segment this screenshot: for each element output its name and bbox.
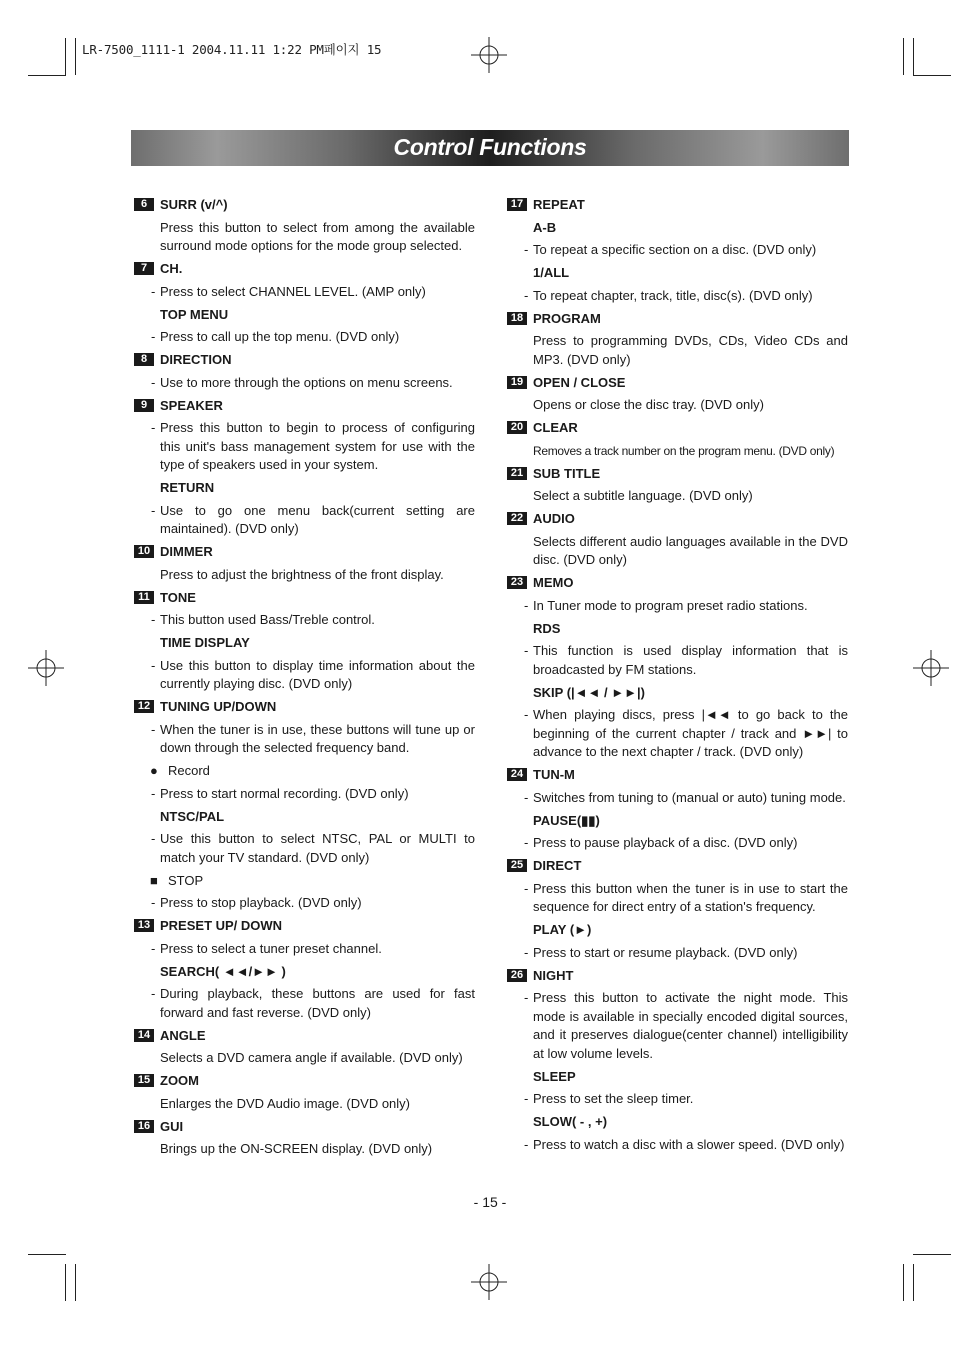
description-text: - Press to watch a disc with a slower speed. (DVD only) [507, 1136, 848, 1155]
page-title: Control Functions [393, 134, 587, 160]
sub-function-name: SLEEP [533, 1068, 576, 1084]
crop-mark [28, 1254, 66, 1255]
sub-function-name: TOP MENU [160, 306, 229, 322]
control-name: CH. [160, 261, 183, 276]
sub-function-name: 1/ALL [533, 265, 570, 280]
sub-function-name: SEARCH( ◄◄/►► ) [160, 963, 286, 979]
number-badge: 15 [134, 1074, 154, 1087]
control-header [134, 260, 475, 278]
symbol-function [134, 762, 475, 780]
crop-mark [913, 75, 951, 76]
description-text: Select a subtitle language. (DVD only) [533, 488, 753, 503]
description-text: Selects different audio languages available in the DVD disc. (DVD only) [533, 533, 848, 567]
description-block [507, 989, 848, 1063]
control-entry [134, 1072, 475, 1113]
control-name: TUN-M [533, 767, 575, 782]
description-block [134, 611, 475, 630]
crop-mark [913, 1254, 951, 1255]
description-text: Press to adjust the brightness of the front display. [160, 566, 444, 582]
control-entry [507, 967, 848, 1155]
registration-mark-icon [471, 1264, 507, 1300]
control-header [134, 543, 475, 561]
control-entry [507, 419, 848, 460]
sub-function-name: PAUSE(▮▮) [533, 812, 600, 828]
control-header [134, 1072, 475, 1090]
description-text: - During playback, these buttons are used for fast forward and fast reverse. (DVD only) [134, 985, 475, 1022]
control-header [507, 574, 848, 592]
control-entry [507, 766, 848, 853]
description-text: - Use to go one menu back(current setting are maintained). (DVD only) [134, 502, 475, 539]
number-badge: 23 [507, 576, 527, 589]
description-text: - When playing discs, press |◄◄ to go back to the beginning of the current chapter / track and ►►| to advance to the next chapter / track. (DVD only) [507, 706, 848, 762]
right-column [507, 196, 848, 1154]
control-name: NIGHT [533, 967, 574, 983]
description-block [507, 597, 848, 616]
control-name: DIMMER [160, 544, 213, 559]
description-text: - Press to select a tuner preset channel. [134, 940, 475, 959]
description-block [134, 283, 475, 302]
symbol-function-name: STOP [168, 872, 204, 888]
control-entry [507, 574, 848, 762]
description-block [134, 479, 475, 539]
description-text: - Press to start normal recording. (DVD only) [134, 785, 475, 804]
control-name: SURR (v/^) [160, 197, 228, 212]
registration-mark-icon [913, 650, 949, 686]
description-block [134, 721, 475, 758]
control-header [134, 397, 475, 415]
sub-function-name: RETURN [160, 480, 215, 495]
crop-mark [913, 1264, 914, 1301]
sub-function-name: RDS [533, 620, 561, 636]
number-badge: 16 [134, 1120, 154, 1133]
description-block [507, 789, 848, 808]
number-badge: 13 [134, 919, 154, 932]
control-name: SUB TITLE [533, 465, 601, 481]
stop-icon: ■ [150, 872, 158, 888]
control-entry [134, 1027, 475, 1068]
description-block [134, 940, 475, 959]
description-block [134, 219, 475, 256]
description-text: - Press to start or resume playback. (DVD only) [507, 944, 848, 963]
control-header [507, 419, 848, 437]
left-column [134, 196, 475, 1159]
description-block [134, 1095, 475, 1114]
description-block [134, 872, 475, 913]
control-name: GUI [160, 1118, 184, 1134]
number-badge: 19 [507, 376, 527, 389]
description-block [507, 533, 848, 570]
description-block [507, 921, 848, 962]
control-name: TONE [160, 589, 196, 605]
control-header [134, 196, 475, 214]
control-entry [134, 917, 475, 1022]
description-block [134, 634, 475, 694]
number-badge: 10 [134, 545, 154, 558]
description-block [507, 264, 848, 305]
sub-function-name: SKIP (|◄◄ / ►►|) [533, 684, 645, 700]
description-block [134, 762, 475, 803]
control-entry [134, 589, 475, 694]
control-entry [507, 465, 848, 506]
description-text: - This function is used display information that is broadcasted by FM stations. [507, 642, 848, 679]
control-name: ANGLE [160, 1027, 206, 1043]
control-entry [134, 260, 475, 347]
control-name: REPEAT [533, 197, 585, 212]
description-text: Press this button to select from among the available surround mode options for the mode group selected. [160, 219, 475, 253]
description-block [134, 566, 475, 585]
description-text: - Use to more through the options on menu screens. [134, 374, 475, 393]
number-badge: 14 [134, 1029, 154, 1042]
description-text: - Press this button when the tuner is in use to start the sequence for direct entry of a station's frequency. [507, 880, 848, 917]
description-text: - Use this button to select NTSC, PAL or MULTI to match your TV standard. (DVD only) [134, 830, 475, 867]
file-header: LR-7500_1111-1 2004.11.11 1:22 PM페이지 15 [82, 42, 382, 57]
record-icon: ● [150, 763, 158, 778]
description-text: - Press to stop playback. (DVD only) [134, 894, 475, 913]
crop-mark [903, 1264, 904, 1301]
description-block [134, 374, 475, 393]
control-name: DIRECTION [160, 352, 232, 367]
number-badge: 11 [134, 591, 154, 604]
control-header [507, 465, 848, 483]
description-text: Selects a DVD camera angle if available. (DVD only) [160, 1050, 463, 1065]
control-entry [134, 698, 475, 913]
registration-mark-icon [28, 650, 64, 686]
description-text: - Press to call up the top menu. (DVD only) [134, 328, 475, 347]
control-header [134, 1118, 475, 1136]
control-entry [507, 857, 848, 962]
sub-function-name: SLOW( - , +) [533, 1114, 608, 1129]
control-header [507, 510, 848, 528]
number-badge: 25 [507, 859, 527, 872]
control-name: TUNING UP/DOWN [160, 699, 277, 714]
number-badge: 20 [507, 421, 527, 434]
control-entry [134, 351, 475, 392]
control-name: AUDIO [533, 511, 575, 526]
control-entry [134, 1118, 475, 1159]
control-header [134, 1027, 475, 1045]
description-text: Press to programming DVDs, CDs, Video CDs and MP3. (DVD only) [533, 333, 848, 367]
number-badge: 22 [507, 512, 527, 525]
control-name: SPEAKER [160, 397, 223, 413]
sub-function-name: PLAY (►) [533, 922, 592, 937]
control-header [134, 351, 475, 369]
title-bar [131, 130, 849, 166]
description-text: - In Tuner mode to program preset radio stations. [507, 597, 848, 616]
crop-mark [903, 38, 904, 75]
description-text: - Press this button to begin to process of configuring this unit's bass management system for use with the type of speakers used in your system. [134, 419, 475, 475]
page-number: - 15 - [473, 1194, 507, 1210]
description-text: - Switches from tuning to (manual or auto) tuning mode. [507, 789, 848, 808]
description-block [507, 1113, 848, 1154]
control-entry [507, 374, 848, 415]
number-badge: 8 [134, 353, 154, 366]
description-block [507, 684, 848, 762]
description-text: Enlarges the DVD Audio image. (DVD only) [160, 1095, 411, 1111]
crop-mark [65, 1264, 66, 1301]
description-text: Removes a track number on the program menu. (DVD only) [533, 443, 835, 458]
description-text: - To repeat chapter, track, title, disc(s). (DVD only) [507, 287, 848, 306]
crop-mark [75, 38, 76, 75]
description-block [134, 808, 475, 868]
control-header [134, 698, 475, 716]
description-text: - When the tuner is in use, these buttons will tune up or down through the selected frequency band. [134, 721, 475, 758]
description-block [507, 880, 848, 917]
description-text: - Press to set the sleep timer. [507, 1090, 848, 1109]
control-header [507, 857, 848, 875]
description-text: Opens or close the disc tray. (DVD only) [533, 397, 764, 412]
control-entry [134, 397, 475, 539]
number-badge: 18 [507, 312, 527, 325]
description-block [134, 1140, 475, 1159]
control-entry [134, 543, 475, 584]
description-text: - Press to select CHANNEL LEVEL. (AMP only) [134, 283, 475, 302]
description-text: - To repeat a specific section on a disc. (DVD only) [507, 241, 848, 260]
control-name: PROGRAM [533, 310, 601, 326]
description-block [507, 332, 848, 369]
control-entry [507, 310, 848, 370]
description-block [507, 620, 848, 680]
number-badge: 17 [507, 198, 527, 211]
description-block [507, 487, 848, 506]
sub-function-name: A-B [533, 219, 557, 235]
description-text: - Press to pause playback of a disc. (DVD only) [507, 834, 848, 853]
control-header [134, 917, 475, 935]
crop-mark [65, 38, 66, 75]
sub-function-name: TIME DISPLAY [160, 635, 250, 650]
control-header [507, 374, 848, 392]
number-badge: 21 [507, 467, 527, 480]
control-name: PRESET UP/ DOWN [160, 918, 283, 933]
number-badge: 12 [134, 700, 154, 713]
control-entry [507, 196, 848, 305]
control-entry [134, 196, 475, 256]
crop-mark [28, 75, 66, 76]
description-block [507, 812, 848, 853]
description-text: - Press this button to activate the night mode. This mode is available in specially encoded digital sources, and it preserves dialogue(center channel) intelligibility at low volume levels. [507, 989, 848, 1063]
description-block [134, 306, 475, 347]
number-badge: 9 [134, 399, 154, 412]
symbol-function-name: Record [168, 763, 210, 778]
control-header [507, 196, 848, 214]
description-block [134, 963, 475, 1023]
description-block [507, 396, 848, 415]
number-badge: 26 [507, 969, 527, 982]
sub-function-name: NTSC/PAL [160, 808, 225, 824]
control-header [134, 589, 475, 607]
control-entry [507, 510, 848, 570]
control-name: CLEAR [533, 420, 578, 435]
symbol-function [134, 872, 475, 890]
control-name: ZOOM [160, 1073, 199, 1088]
description-text: Brings up the ON-SCREEN display. (DVD only) [160, 1141, 433, 1156]
crop-mark [75, 1264, 76, 1301]
control-header [507, 310, 848, 328]
control-header [507, 766, 848, 784]
number-badge: 7 [134, 262, 154, 275]
description-block [134, 1049, 475, 1068]
description-block [507, 442, 848, 461]
crop-mark [913, 38, 914, 75]
description-block [507, 219, 848, 260]
registration-mark-icon [471, 37, 507, 73]
number-badge: 24 [507, 768, 527, 781]
description-text: - Use this button to display time information about the currently playing disc. (DVD only) [134, 657, 475, 694]
control-header [507, 967, 848, 985]
number-badge: 6 [134, 198, 154, 211]
control-name: OPEN / CLOSE [533, 374, 626, 390]
description-block [507, 1068, 848, 1109]
control-name: DIRECT [533, 858, 582, 873]
control-name: MEMO [533, 575, 574, 590]
description-block [134, 419, 475, 475]
description-text: - This button used Bass/Treble control. [134, 611, 475, 630]
